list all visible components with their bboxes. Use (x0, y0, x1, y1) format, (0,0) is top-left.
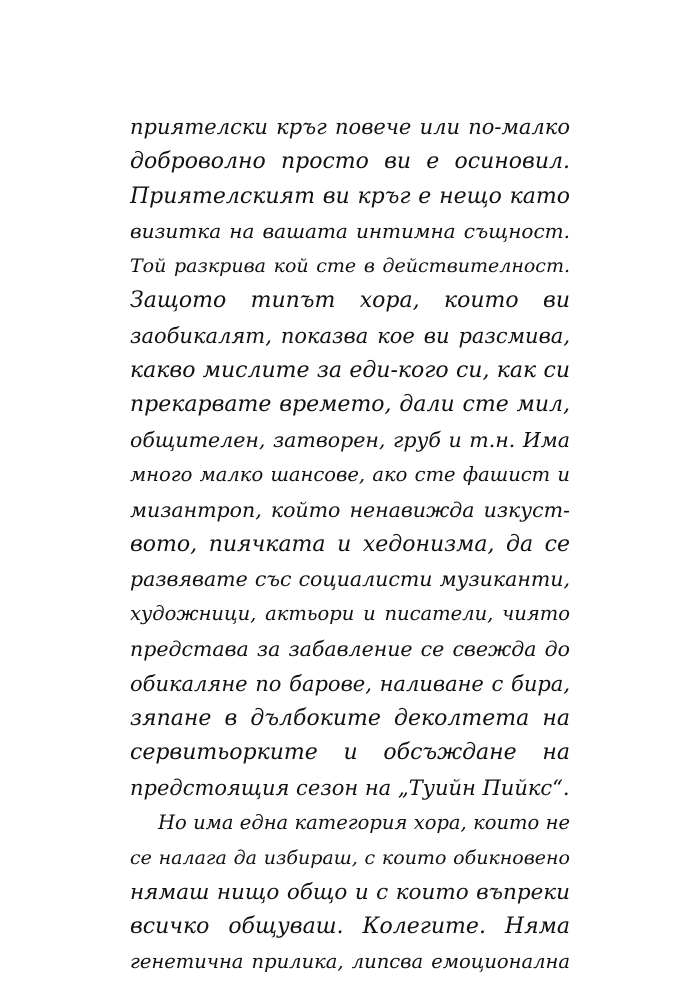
text-line: мизантроп, който ненавижда изкуст- (130, 497, 570, 522)
text-line: вото, пиячката и хедонизма, да се (130, 531, 570, 557)
text-line: Но има една категория хора, които не (158, 810, 570, 834)
text-line: сервитьорките и обсъждане на (130, 740, 570, 766)
text-line: заобикалят, показва кое ви разсмива, (130, 323, 570, 348)
text-line: генетична прилика, липсва емоционална (130, 950, 570, 974)
text-line: много малко шансове, ако сте фашист и (130, 462, 570, 486)
paragraph-2 (130, 806, 570, 980)
text-line: общителен, затворен, груб и т.н. Има (130, 428, 570, 453)
text-line: Приятелският ви кръг е нещо като (130, 183, 570, 209)
page-body (130, 110, 570, 980)
text-line: Защото типът хора, които ви (130, 287, 570, 313)
text-line: Той разкрива кой сте в действителност. (130, 255, 570, 278)
text-line: предстоящия сезон на „Туийн Пийкс“. (130, 776, 570, 801)
text-line: се налага да избираш, с които обикновено (130, 846, 570, 869)
text-line: визитка на вашата интимна същност. (130, 219, 570, 244)
text-line: какво мислите за еди-кого си, как си (130, 357, 570, 383)
paragraph-1 (130, 110, 570, 806)
text-line: доброволно просто ви е осиновил. (130, 148, 570, 174)
text-line: обикаляне по барове, наливане с бира, (130, 671, 570, 696)
text-line: всичко общуваш. Колегите. Няма (130, 914, 570, 940)
text-line: нямаш нищо общо и с които въпреки (130, 879, 570, 905)
text-line: прекарвате времето, дали сте мил, (130, 392, 570, 418)
text-line: художници, актьори и писатели, чиято (130, 602, 570, 626)
text-line: приятелски кръг повече или по-малко (130, 115, 570, 139)
text-line: представа за забавление се свежда до (130, 636, 570, 661)
text-line: развявате със социалисти музиканти, (130, 567, 570, 592)
text-line: зяпане в дълбоките деколтета на (130, 705, 570, 731)
